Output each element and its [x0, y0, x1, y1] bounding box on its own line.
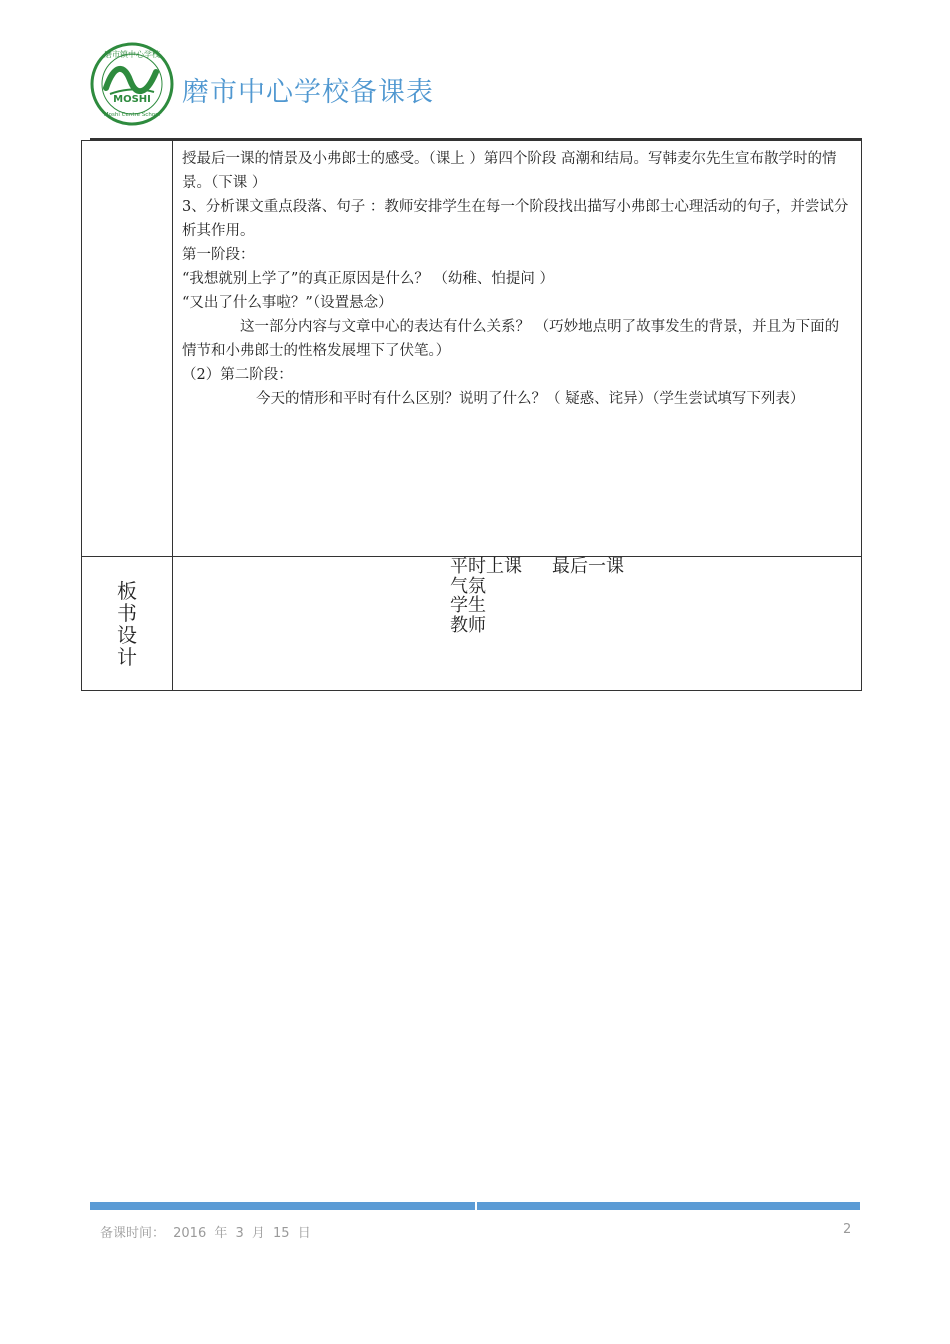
lesson-plan-table	[81, 140, 862, 691]
content-line: 3、分析课文重点段落、句子 ：教师安排学生在每一个阶段找出描写小弗郎士心理活动的句子，并尝试分析其作用。	[182, 199, 849, 239]
content-line: 第一阶段：	[182, 247, 255, 263]
board-row-teacher: 教师	[450, 614, 486, 636]
board-design-label: 板 书 设 计	[82, 557, 173, 691]
board-header-last-class: 最后一课	[552, 556, 624, 577]
school-logo-icon	[90, 42, 174, 126]
footer-lesson-date: 备课时间： 2016 年 3 月 15 日	[100, 1226, 311, 1241]
logo-english-text: Moshi Centre School	[103, 112, 161, 118]
content-line: 授最后一课的情景及小弗郎士的感受。（课上 ）第四个阶段 高潮和结局。写韩麦尔先生宣布散学时的情景。（下课 ）	[182, 151, 837, 191]
page-title: 磨市中心学校备课表	[182, 77, 434, 108]
teaching-content-cell	[173, 141, 862, 557]
page-number: 2	[843, 1222, 852, 1237]
content-line: 今天的情形和平时有什么区别？说明了什么？（ 疑惑、诧异）（学生尝试填写下列表）	[256, 391, 805, 407]
board-header-row	[450, 557, 624, 577]
content-line: 这一部分内容与文章中心的表达有什么关系？ （巧妙地点明了故事发生的背景，并且为下面的情节和小弗郎士的性格发展埋下了伏笔。）	[182, 319, 840, 359]
page-header	[90, 40, 870, 140]
board-design-cell	[173, 557, 862, 691]
logo-moshi-text: MOSHI	[113, 94, 151, 105]
board-row-atmosphere: 气氛	[450, 575, 486, 597]
content-line: （2）第二阶段：	[182, 367, 293, 383]
table-row-teaching-process	[82, 141, 862, 557]
footer-bar	[90, 1202, 860, 1210]
row-label-cell	[82, 141, 173, 557]
board-row-students: 学生	[450, 595, 486, 616]
content-line: “又出了什么事啦？”（设置悬念）	[182, 295, 393, 311]
table-row-board-design	[82, 557, 862, 691]
board-design-content	[450, 557, 624, 635]
logo-chinese-text: 磨市镇中心学校	[104, 50, 160, 59]
board-header-normal-class: 平时上课	[450, 556, 522, 577]
content-line: “我想就别上学了”的真正原因是什么？ （幼稚、怕提问 ）	[182, 271, 555, 287]
